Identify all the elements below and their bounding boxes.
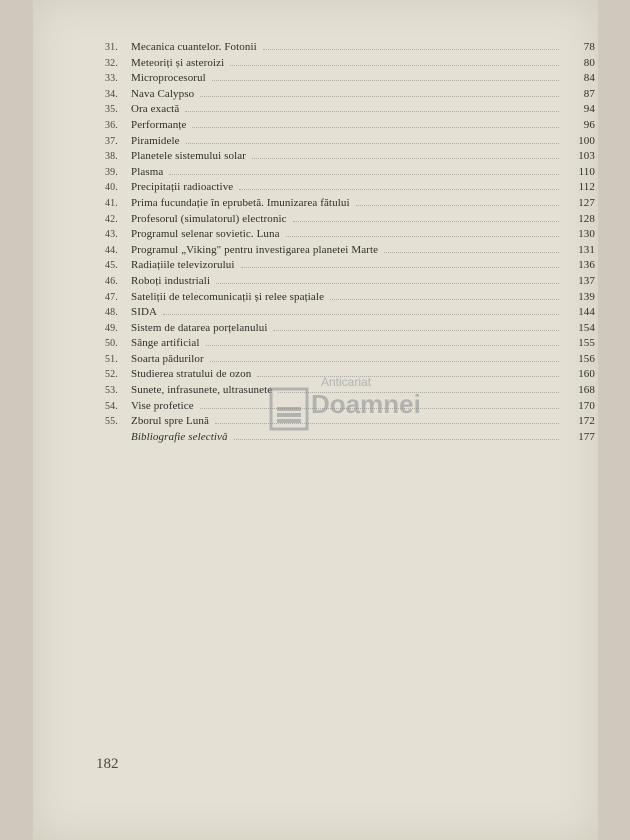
toc-entry — [105, 336, 595, 352]
entry-number: 51. — [105, 353, 118, 365]
entry-page: 139 — [578, 290, 595, 303]
entry-title: Roboți industriali — [131, 274, 211, 287]
entry-number: 55. — [105, 416, 118, 428]
bibliography-page: 177 — [578, 430, 595, 443]
entry-page: 172 — [578, 415, 595, 428]
entry-page: 128 — [578, 212, 595, 225]
toc-entry — [105, 258, 595, 274]
toc-entry — [105, 180, 595, 196]
toc-entry — [105, 227, 595, 243]
toc-entry — [105, 165, 595, 181]
toc-entry — [105, 71, 595, 87]
watermark-line1: Anticariat — [321, 375, 372, 389]
entry-title: Nava Calypso — [131, 87, 195, 100]
entry-title: Performanțe — [131, 118, 187, 131]
toc-entry — [105, 87, 595, 103]
dot-leader — [330, 299, 559, 300]
toc-entry — [105, 305, 595, 321]
dot-leader — [252, 158, 559, 159]
dot-leader — [192, 127, 559, 128]
entry-number: 45. — [105, 260, 118, 272]
dot-leader — [263, 49, 559, 50]
entry-number: 34. — [105, 88, 118, 100]
entry-page: 96 — [583, 118, 595, 131]
entry-title: Soarta pădurilor — [131, 352, 204, 365]
entry-title: SIDA — [131, 306, 158, 319]
dot-leader — [356, 205, 559, 206]
dot-leader — [212, 80, 559, 81]
entry-number: 36. — [105, 119, 118, 131]
entry-page: 87 — [583, 87, 595, 100]
dot-leader — [216, 283, 559, 284]
toc-entry — [105, 149, 595, 165]
entry-number: 33. — [105, 73, 118, 85]
entry-title: Vise profetice — [131, 399, 194, 412]
entry-title: Mecanica cuantelor. Fotonii — [131, 41, 257, 53]
entry-number: 35. — [105, 104, 118, 116]
entry-title: Ora exactă — [131, 103, 180, 116]
entry-page: 131 — [578, 243, 595, 256]
dot-leader — [384, 252, 559, 253]
entry-title: Sistem de datarea porțelanului — [131, 321, 268, 334]
entry-page: 137 — [578, 274, 595, 287]
entry-title: Sânge artificial — [131, 337, 200, 350]
dot-leader — [293, 221, 559, 222]
entry-number: 41. — [105, 197, 118, 209]
bibliography-title: Bibliografie selectivă — [131, 430, 228, 443]
entry-page: 155 — [578, 337, 595, 350]
entry-page: 100 — [578, 134, 595, 147]
entry-title: Sateliții de telecomunicații și relee spațiale — [131, 290, 325, 303]
entry-page: 160 — [578, 368, 595, 381]
book-page — [33, 0, 598, 840]
entry-number: 48. — [105, 307, 118, 319]
entry-page: 156 — [578, 352, 595, 365]
entry-page: 127 — [578, 196, 595, 209]
entry-title: Plasma — [131, 165, 164, 178]
dot-leader — [185, 111, 559, 112]
entry-page: 130 — [578, 228, 595, 241]
toc-entry — [105, 118, 595, 134]
toc-entry — [105, 321, 595, 337]
toc-entry — [105, 134, 595, 150]
dot-leader — [163, 314, 559, 315]
page-number: 182 — [96, 756, 119, 772]
entry-page: 80 — [583, 56, 595, 69]
entry-number: 50. — [105, 338, 118, 350]
entry-page: 170 — [578, 399, 595, 412]
entry-number: 49. — [105, 322, 118, 334]
entry-title: Programul selenar sovietic. Luna — [131, 228, 280, 241]
entry-title: Sunete, infrasunete, ultrasunete — [131, 384, 273, 397]
dot-leader — [206, 345, 560, 346]
watermark-line2: Doamnei — [311, 389, 421, 419]
entry-title: Radiațiile televizorului — [131, 259, 235, 272]
entry-number: 54. — [105, 400, 118, 412]
toc-entry — [105, 352, 595, 368]
entry-number: 53. — [105, 385, 118, 397]
toc-entry — [105, 243, 595, 259]
entry-number: 32. — [105, 57, 118, 69]
entry-page: 168 — [578, 384, 595, 397]
entry-number: 42. — [105, 213, 118, 225]
entry-page: 110 — [578, 165, 595, 178]
dot-leader — [200, 96, 559, 97]
dot-leader — [186, 143, 559, 144]
entry-number: 47. — [105, 291, 118, 303]
toc-entry — [105, 212, 595, 228]
entry-page: 144 — [578, 306, 595, 319]
entry-page: 84 — [583, 72, 595, 85]
toc-entry — [105, 274, 595, 290]
entry-number: 46. — [105, 275, 118, 287]
entry-title: Studierea stratului de ozon — [131, 368, 252, 381]
dot-leader — [210, 361, 559, 362]
dot-leader — [273, 330, 559, 331]
entry-page: 136 — [578, 259, 595, 272]
entry-page: 103 — [578, 150, 595, 163]
entry-page: 78 — [583, 41, 595, 53]
dot-leader — [239, 189, 559, 190]
entry-title: Precipitații radioactive — [131, 181, 234, 194]
entry-number: 38. — [105, 151, 118, 163]
entry-number: 40. — [105, 182, 118, 194]
entry-number: 44. — [105, 244, 118, 256]
entry-title: Prima fucundație în eprubetă. Imunizarea fătului — [131, 196, 350, 209]
entry-number: 31. — [105, 42, 118, 53]
entry-title: Meteoriți și asteroizi — [131, 56, 225, 69]
dot-leader — [241, 267, 559, 268]
toc-entry — [105, 56, 595, 72]
entry-title: Programul „Viking" pentru investigarea planetei Marte — [131, 243, 379, 256]
entry-title: Zborul spre Lună — [131, 415, 209, 428]
toc-entry — [105, 290, 595, 306]
entry-page: 154 — [578, 321, 595, 334]
entry-number: 39. — [105, 166, 118, 178]
entry-page: 94 — [583, 103, 595, 116]
entry-title: Piramidele — [131, 134, 180, 147]
dot-leader — [286, 236, 559, 237]
entry-title: Planetele sistemului solar — [131, 150, 247, 163]
toc-entry — [105, 40, 595, 56]
entry-page: 112 — [578, 181, 595, 194]
entry-title: Microprocesorul — [131, 72, 206, 85]
entry-number: 37. — [105, 135, 118, 147]
watermark — [269, 375, 429, 445]
entry-number: 52. — [105, 369, 118, 381]
dot-leader — [169, 174, 559, 175]
toc-entry — [105, 102, 595, 118]
book-logo-icon — [269, 387, 309, 431]
toc-entry — [105, 196, 595, 212]
entry-number: 43. — [105, 229, 118, 241]
dot-leader — [230, 65, 559, 66]
entry-title: Profesorul (simulatorul) electronic — [131, 212, 287, 225]
